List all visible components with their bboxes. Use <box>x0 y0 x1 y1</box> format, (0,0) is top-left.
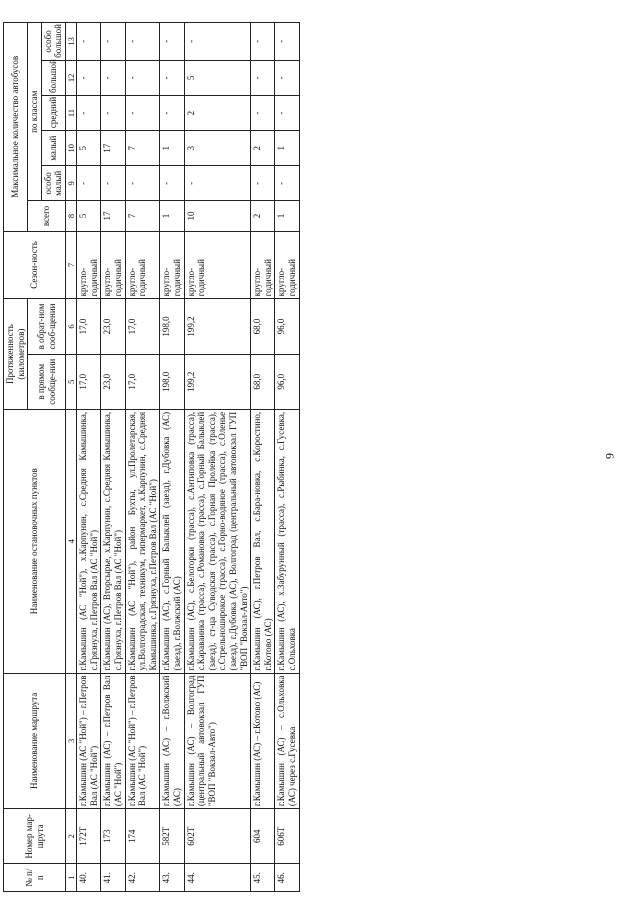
route-name: г.Камышин (АС) – г.Котово (АС) <box>251 673 275 809</box>
table-row <box>101 22 125 891</box>
route-code: 606Т <box>275 808 299 863</box>
buses-total: 7 <box>125 200 160 230</box>
header-route-number: Номер мар-шрута <box>4 808 66 863</box>
route-name: г.Камышин (АС "Ной") – г.Петров Вал (АС "Ной") <box>125 673 160 809</box>
route-stops: г.Камышин (АС), с.Горный Балыклей (заезд), г.Дубовка (АС) (заезд), г.Волжский (АС) <box>160 409 184 673</box>
buses-small: 5 <box>77 130 101 165</box>
page-number: 9 <box>602 453 617 459</box>
rotated-table-block <box>3 22 573 892</box>
header-extra-large: особо большой <box>41 22 65 60</box>
route-stops: г.Камышин (АС), х.Забурунный (трасса), с.Рыбинка, с.Гусевка, с.Ольховка <box>275 409 299 673</box>
route-name: г.Камышин (АС) – с.Ольховка (АС) через с.Гусевка <box>275 673 299 809</box>
column-number: 11 <box>66 95 77 130</box>
row-number: 43. <box>160 863 184 891</box>
header-total: всего <box>28 200 66 230</box>
buses-large: - <box>160 60 184 95</box>
table-row <box>251 22 275 891</box>
buses-small: 1 <box>275 130 299 165</box>
buses-large: - <box>275 60 299 95</box>
buses-extra-large: - <box>184 22 251 60</box>
header-max-buses: Максимальное количество автобусов <box>4 22 28 231</box>
length-back: 23,0 <box>101 298 125 353</box>
header-extra-small: особо малый <box>41 165 65 200</box>
column-number: 13 <box>66 22 77 60</box>
column-number: 2 <box>66 808 77 863</box>
column-number: 9 <box>66 165 77 200</box>
seasonality: кругло-годичный <box>184 231 251 299</box>
length-back: 17,0 <box>77 298 101 353</box>
buses-large: - <box>101 60 125 95</box>
column-number: 8 <box>66 200 77 230</box>
column-number: 6 <box>66 298 77 353</box>
seasonality: кругло-годичный <box>125 231 160 299</box>
header-stops: Наименование остановочных пунктов <box>4 409 66 673</box>
seasonality: кругло-годичный <box>101 231 125 299</box>
length-forward: 17,0 <box>125 354 160 409</box>
buses-extra-small: - <box>125 165 160 200</box>
header-large: большой <box>41 60 65 95</box>
column-number: 10 <box>66 130 77 165</box>
buses-medium: 2 <box>184 95 251 130</box>
seasonality: кругло-годичный <box>251 231 275 299</box>
header-num: № п/п <box>4 863 66 891</box>
row-number: 42. <box>125 863 160 891</box>
column-number-row <box>66 22 77 891</box>
buses-medium: - <box>101 95 125 130</box>
row-number: 41. <box>101 863 125 891</box>
table-row <box>125 22 160 891</box>
length-back: 199,2 <box>184 298 251 353</box>
buses-large: - <box>125 60 160 95</box>
buses-extra-small: - <box>251 165 275 200</box>
route-code: 604 <box>251 808 275 863</box>
length-forward: 68,0 <box>251 354 275 409</box>
buses-small: 3 <box>184 130 251 165</box>
route-code: 172Т <box>77 808 101 863</box>
buses-total: 2 <box>251 200 275 230</box>
header-by-class: по классам <box>28 22 42 200</box>
route-name: г.Камышин (АС) – Волгоград (центральный автовокзал ГУП "ВОП "Вокзал-Авто") <box>184 673 251 809</box>
buses-medium: - <box>125 95 160 130</box>
header-small: малый <box>41 130 65 165</box>
route-name: г.Камышин (АС) – г.Волжский (АС) <box>160 673 184 809</box>
header-length-forward: в прямом сообще-нии <box>28 354 66 409</box>
header-route-name: Наименование маршрута <box>4 673 66 809</box>
buses-medium: - <box>251 95 275 130</box>
buses-medium: - <box>160 95 184 130</box>
length-back: 68,0 <box>251 298 275 353</box>
route-code: 602Т <box>184 808 251 863</box>
table-row <box>160 22 184 891</box>
buses-extra-small: - <box>275 165 299 200</box>
length-forward: 198,0 <box>160 354 184 409</box>
buses-extra-small: - <box>184 165 251 200</box>
buses-extra-large: - <box>275 22 299 60</box>
buses-small: 1 <box>160 130 184 165</box>
length-back: 17,0 <box>125 298 160 353</box>
buses-extra-large: - <box>160 22 184 60</box>
buses-extra-large: - <box>77 22 101 60</box>
column-number: 5 <box>66 354 77 409</box>
buses-total: 17 <box>101 200 125 230</box>
buses-small: 7 <box>125 130 160 165</box>
header-season: Сезон-ность <box>4 231 66 299</box>
buses-extra-large: - <box>125 22 160 60</box>
length-back: 96,0 <box>275 298 299 353</box>
route-code: 174 <box>125 808 160 863</box>
buses-small: 17 <box>101 130 125 165</box>
buses-total: 1 <box>275 200 299 230</box>
table-row <box>77 22 101 891</box>
header-medium: средний <box>41 95 65 130</box>
route-name: г.Камышин (АС "Ной") – г.Петров Вал (АС "Ной") <box>77 673 101 809</box>
buses-total: 10 <box>184 200 251 230</box>
buses-extra-small: - <box>101 165 125 200</box>
route-stops: г.Камышин (АС), Вторсырье, х.Карпунин, с.Средняя Камышинка, с.Грязнуха, г.Петров Вал (АС "Ной") <box>101 409 125 673</box>
buses-small: 2 <box>251 130 275 165</box>
route-name: г.Камышин (АС) – г.Петров Вал (АС "Ной") <box>101 673 125 809</box>
row-number: 46. <box>275 863 299 891</box>
routes-table <box>3 22 300 892</box>
length-forward: 96,0 <box>275 354 299 409</box>
seasonality: кругло-годичный <box>275 231 299 299</box>
buses-total: 1 <box>160 200 184 230</box>
buses-extra-small: - <box>77 165 101 200</box>
header-length: Протяженность (километров) <box>4 298 28 408</box>
row-number: 40. <box>77 863 101 891</box>
length-forward: 199,2 <box>184 354 251 409</box>
row-number: 44. <box>184 863 251 891</box>
column-number: 12 <box>66 60 77 95</box>
length-back: 198,0 <box>160 298 184 353</box>
route-stops: г.Камышин (АС "Ной"), х.Карпунин, с.Средняя Камышинка, с.Грязнуха, г.Петров Вал (АС "Ной") <box>77 409 101 673</box>
buses-total: 5 <box>77 200 101 230</box>
route-code: 582Т <box>160 808 184 863</box>
buses-medium: - <box>77 95 101 130</box>
row-number: 45. <box>251 863 275 891</box>
table-body <box>77 22 300 891</box>
seasonality: кругло-годичный <box>160 231 184 299</box>
buses-large: - <box>77 60 101 95</box>
header-length-back: в обрат-ном сооб-щении <box>28 298 66 353</box>
route-stops: г.Камышин (АС "Ной"), район Бухты, ул.Пролетарская, ул.Волгоградская, техникум, гипермаркет, х.Карпунин, с.Средняя Камышинка, с.Грязнуха, г.Петров Вал (АС "Ной") <box>125 409 160 673</box>
column-number: 1 <box>66 863 77 891</box>
table-row <box>275 22 299 891</box>
buses-extra-large: - <box>101 22 125 60</box>
buses-large: - <box>251 60 275 95</box>
buses-extra-large: - <box>251 22 275 60</box>
column-number: 4 <box>66 409 77 673</box>
length-forward: 17,0 <box>77 354 101 409</box>
route-stops: г.Камышин (АС), г.Петров Вал, с.Бара-новка, с.Коростино, г.Котово (АС) <box>251 409 275 673</box>
buses-extra-small: - <box>160 165 184 200</box>
column-number: 3 <box>66 673 77 809</box>
route-code: 173 <box>101 808 125 863</box>
buses-large: 5 <box>184 60 251 95</box>
length-forward: 23,0 <box>101 354 125 409</box>
buses-medium: - <box>275 95 299 130</box>
seasonality: кругло-годичный <box>77 231 101 299</box>
route-stops: г.Камышин (АС), с.Белогорки (трасса), с.Антиповка (трасса), с.Караваинка (трасса), с.Романовка (трасса), с.Горный Балыклей (заезд), ст-ца Суводская (трасса), с.Горная Пролейка (трасса), с.Стрельноширокое (трасса), с.Горно-водяное (трасса), с.Оленье (заезд), г.Дубовка (АС), Волгоград (центральный автовокзал ГУП "ВОП "Вокзал-Авто") <box>184 409 251 673</box>
column-number: 7 <box>66 231 77 299</box>
table-row <box>184 22 251 891</box>
